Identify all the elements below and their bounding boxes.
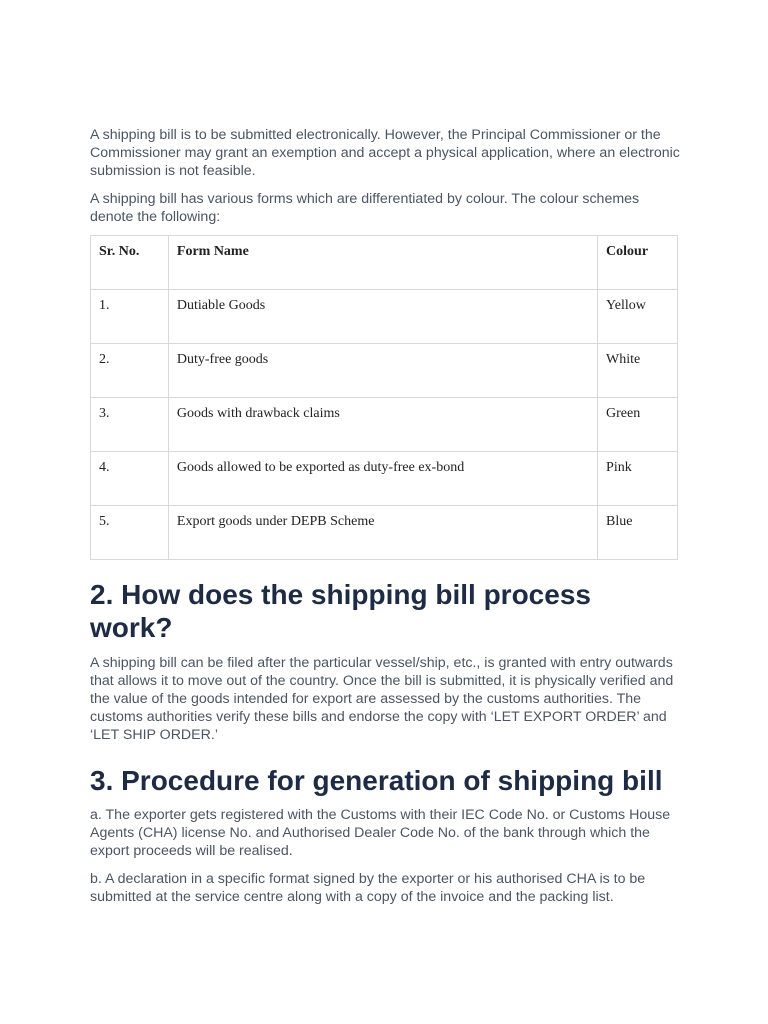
header-form-name: Form Name [168, 236, 597, 290]
cell-sr-no: 2. [91, 344, 169, 398]
cell-colour: Blue [598, 506, 678, 560]
cell-colour: Pink [598, 452, 678, 506]
table-row [91, 290, 678, 344]
table-row [91, 398, 678, 452]
cell-sr-no: 4. [91, 452, 169, 506]
cell-sr-no: 5. [91, 506, 169, 560]
table-row [91, 506, 678, 560]
section-3-heading: 3. Procedure for generation of shipping bill [90, 765, 663, 796]
table-header-row [91, 236, 678, 290]
section-2-heading: 2. How does the shipping bill process work? [90, 579, 591, 643]
cell-form-name: Export goods under DEPB Scheme [168, 506, 597, 560]
table-row [91, 344, 678, 398]
intro-paragraph-1: A shipping bill is to be submitted electronically. However, the Principal Commissioner or the Commissioner may grant an exemption and accept a physical application, where an electronic submission is not feasible. [90, 127, 680, 179]
table-row [91, 452, 678, 506]
shipping-bill-forms-table [90, 235, 678, 560]
intro-paragraph-2: A shipping bill has various forms which are differentiated by colour. The colour schemes denote the following: [90, 191, 640, 225]
cell-colour: Yellow [598, 290, 678, 344]
section-3-item-a: a. The exporter gets registered with the Customs with their IEC Code No. or Customs House Agents (CHA) license No. and Authorised Dealer Code No. of the bank through which the export proceeds will be realised. [90, 807, 671, 859]
cell-sr-no: 1. [91, 290, 169, 344]
document-body [90, 126, 680, 905]
cell-sr-no: 3. [91, 398, 169, 452]
cell-form-name: Goods with drawback claims [168, 398, 597, 452]
header-sr-no: Sr. No. [91, 236, 169, 290]
cell-form-name: Dutiable Goods [168, 290, 597, 344]
cell-form-name: Duty-free goods [168, 344, 597, 398]
cell-colour: Green [598, 398, 678, 452]
section-3-item-b: b. A declaration in a specific format signed by the exporter or his authorised CHA is to be submitted at the service centre along with a copy of the invoice and the packing list. [90, 871, 646, 905]
header-colour: Colour [598, 236, 678, 290]
cell-form-name: Goods allowed to be exported as duty-free ex-bond [168, 452, 597, 506]
cell-colour: White [598, 344, 678, 398]
section-2-paragraph: A shipping bill can be filed after the particular vessel/ship, etc., is granted with entry outwards that allows it to move out of the country. Once the bill is submitted, it is physically verified and the value of the goods intended for export are assessed by the customs authorities. The customs authorities verify these bills and endorse the copy with ‘LET EXPORT ORDER’ and ‘LET SHIP ORDER.’ [90, 655, 674, 743]
